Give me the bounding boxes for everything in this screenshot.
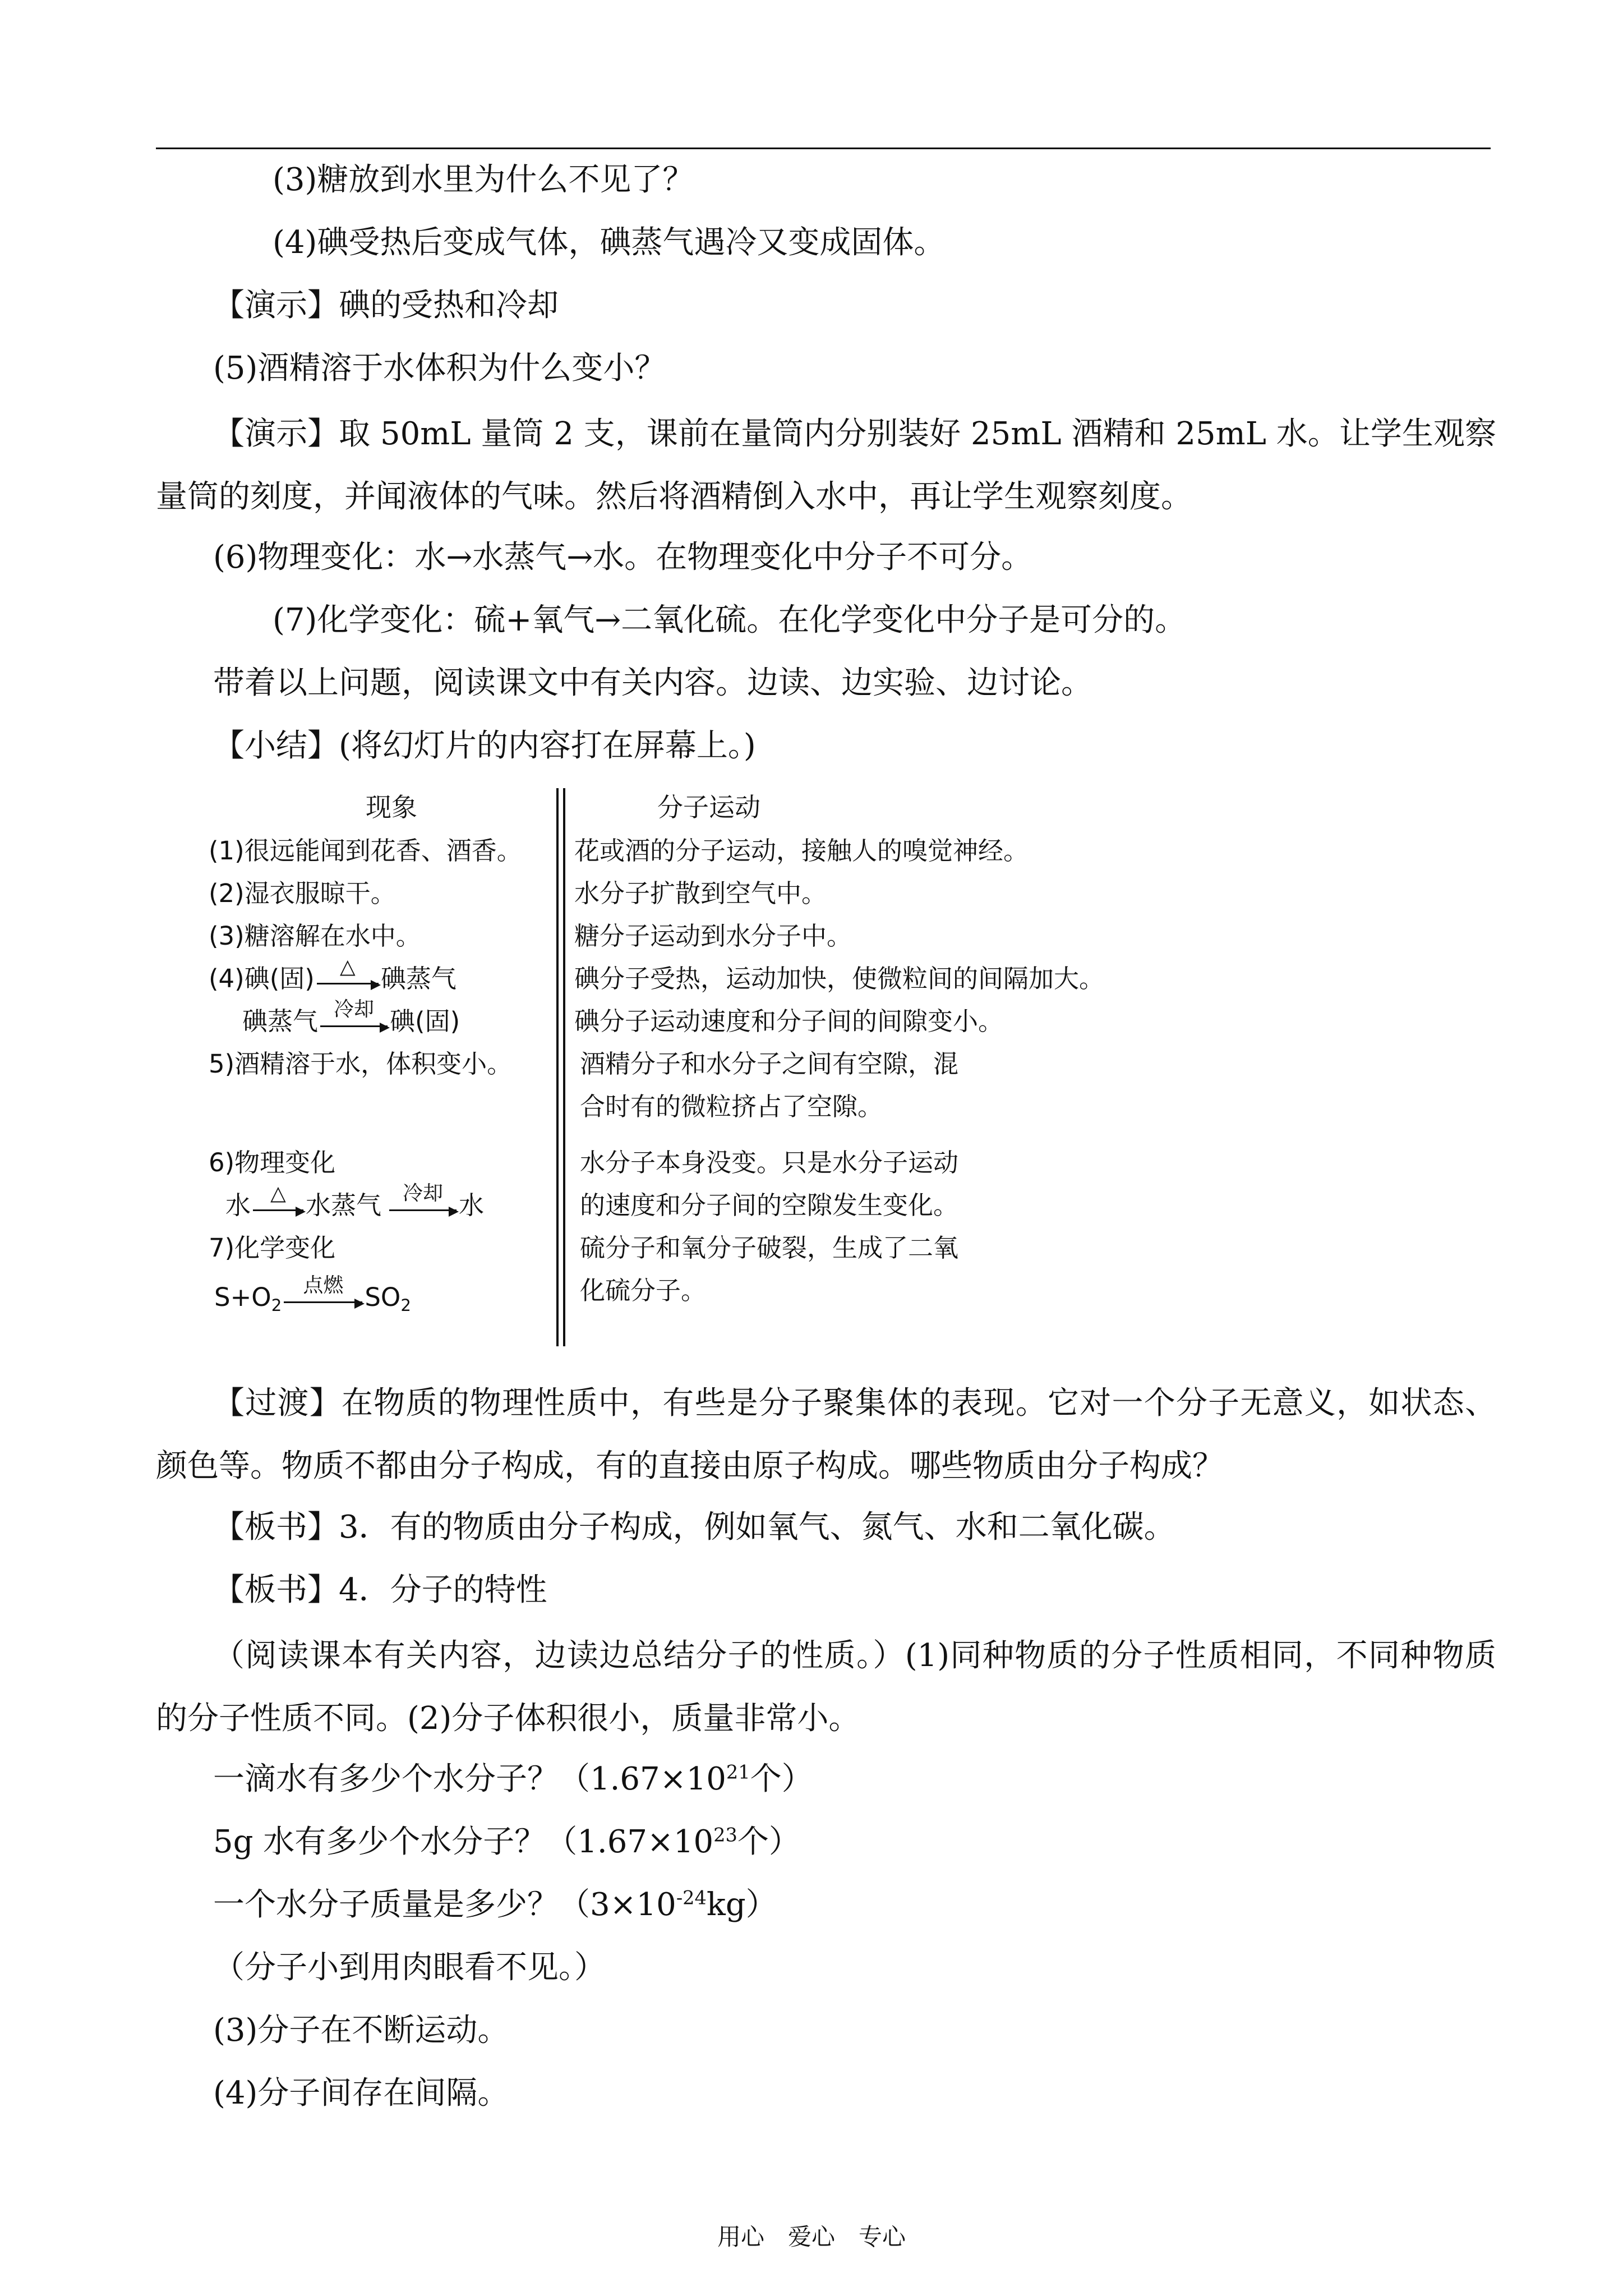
cooling-arrow-icon: 冷却 — [320, 1020, 388, 1027]
figure-header-molecular-motion: 分子运动 — [657, 792, 760, 822]
demo-alcohol: 【演示】取 50mL 量筒 2 支，课前在量筒内分别装好 25mL 酒精和 25mL 水。让学生观察量筒的刻度，并闻液体的气味。然后将酒精倒入水中，再让学生观察刻度。 — [156, 416, 1496, 515]
page-footer: 用心 爱心 专心 — [717, 2223, 906, 2251]
figure-explanation-8: 水分子本身没变。只是水分子运动 — [580, 1148, 959, 1177]
figure-phenomenon-6b — [225, 1181, 485, 1221]
transition-paragraph: 【过渡】在物质的物理性质中，有些是分子聚集体的表现。它对一个分子无意义，如状态、颜色等。物质不都由分子构成，有的直接由原子构成。哪些物质由分子构成？ — [156, 1385, 1496, 1484]
figure-phenomenon-4a — [209, 955, 457, 995]
property-4: (4)分子间存在间隔。 — [213, 2075, 509, 2111]
property-3: (3)分子在不断运动。 — [213, 2012, 509, 2049]
question-7: (7)化学变化：硫+氧气→二氧化硫。在化学变化中分子是可分的。 — [273, 602, 1187, 638]
figure-explanation-4: 碘分子受热，运动加快，使微粒间的间隔加大。 — [574, 964, 1105, 993]
product: SO — [365, 1282, 401, 1312]
figure-explanation-7: 合时有的微粒挤占了空隙。 — [580, 1092, 883, 1121]
figure-phenomenon-6: 6)物理变化 — [209, 1148, 336, 1177]
mass-question: 一个水分子质量是多少？$(3\times 10^{-24}kg)$ — [213, 1887, 777, 1923]
question-5: (5)酒精溶于水体积为什么变小？ — [213, 350, 666, 386]
figure-explanation-9: 的速度和分子间的空隙发生变化。 — [580, 1190, 959, 1220]
five-gram-question: 5g 水有多少个水分子？（$1.67\times 10^{23}$个） — [213, 1824, 800, 1860]
heating-arrow-icon: △ — [253, 1204, 303, 1211]
board-note-3: 【板书】3．有的物质由分子构成，例如氧气、氮气、水和二氧化碳。 — [213, 1509, 1175, 1545]
figure-explanation-2: 水分子扩散到空气中。 — [574, 878, 827, 908]
ignition-arrow-icon: 点燃 — [284, 1296, 362, 1303]
figure-phenomenon-2: (2)湿衣服晾干。 — [209, 878, 396, 908]
figure-header-phenomenon: 现象 — [366, 792, 417, 822]
figure-divider-line — [563, 788, 565, 1346]
water: 水 — [225, 1190, 251, 1220]
figure-phenomenon-7: 7)化学变化 — [209, 1233, 336, 1263]
board-note-4: 【板书】4．分子的特性 — [213, 1572, 547, 1608]
summary-heading: 【小结】(将幻灯片的内容打在屏幕上。) — [213, 728, 756, 764]
figure-phenomenon-7b: $S+O_2$ 点燃 $SO_2$ — [214, 1273, 411, 1315]
iodine-vapor: 碘蒸气 — [380, 964, 457, 993]
too-small-note: （分子小到用肉眼看不见。） — [213, 1949, 606, 1986]
cooling-arrow-icon: 冷却 — [389, 1204, 457, 1211]
iodine-solid: 碘(固) — [390, 1006, 460, 1036]
figure-phenomenon-5: 5)酒精溶于水，体积变小。 — [209, 1049, 513, 1079]
water: 水 — [459, 1190, 485, 1220]
properties-paragraph: （阅读课本有关内容，边读边总结分子的性质。）(1)同种物质的分子性质相同，不同种物质的分子性质不同。(2)分子体积很小，质量非常小。 — [156, 1637, 1496, 1737]
figure-phenomenon-1: (1)很远能闻到花香、酒香。 — [209, 836, 522, 866]
iodine-vapor: 碘蒸气 — [242, 1006, 319, 1036]
water-vapor: 水蒸气 — [306, 1190, 382, 1220]
header-rule — [156, 148, 1491, 149]
question-4: (4)碘受热后变成气体，碘蒸气遇冷又变成固体。 — [273, 224, 946, 261]
question-6: (6)物理变化：水→水蒸气→水。在物理变化中分子不可分。 — [213, 539, 1033, 576]
summary-slide-figure — [209, 788, 1140, 1349]
reading-instruction: 带着以上问题，阅读课文中有关内容。边读、边实验、边讨论。 — [213, 665, 1092, 701]
demo-iodine: 【演示】碘的受热和冷却 — [213, 287, 559, 324]
figure-explanation-11: 化硫分子。 — [580, 1276, 707, 1305]
figure-explanation-6: 酒精分子和水分子之间有空隙，混 — [580, 1049, 959, 1079]
drop-question: 一滴水有多少个水分子？（$1.67\times 10^{21}$个） — [213, 1761, 813, 1797]
figure-explanation-1: 花或酒的分子运动，接触人的嗅觉神经。 — [574, 836, 1029, 866]
figure-explanation-10: 硫分子和氧分子破裂，生成了二氧 — [580, 1233, 959, 1263]
figure-phenomenon-4b — [242, 997, 460, 1037]
figure-divider-line — [556, 788, 559, 1346]
reactants: S+O — [214, 1282, 271, 1312]
figure-explanation-5: 碘分子运动速度和分子间的间隙变小。 — [574, 1006, 1004, 1036]
iodine-solid: (4)碘(固) — [209, 964, 315, 993]
question-3: (3)糖放到水里为什么不见了？ — [273, 162, 694, 198]
figure-phenomenon-3: (3)糖溶解在水中。 — [209, 921, 421, 951]
figure-explanation-3: 糖分子运动到水分子中。 — [574, 921, 852, 951]
heating-arrow-icon: △ — [317, 977, 379, 984]
